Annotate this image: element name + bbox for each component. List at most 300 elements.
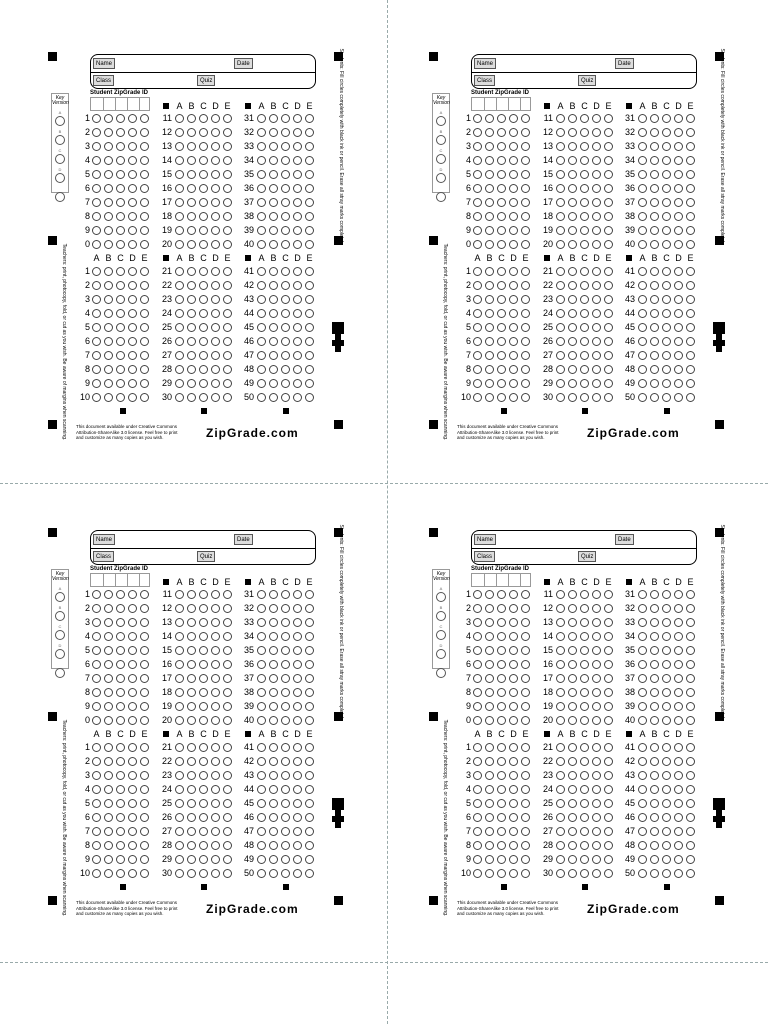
answer-bubble[interactable] [592, 660, 601, 669]
answer-bubble[interactable] [116, 743, 125, 752]
answer-bubble[interactable] [128, 827, 137, 836]
answer-bubble[interactable] [199, 660, 208, 669]
answer-bubble[interactable] [686, 841, 695, 850]
answer-bubble[interactable] [104, 646, 113, 655]
answer-bubble[interactable] [293, 660, 302, 669]
answer-bubble[interactable] [568, 212, 577, 221]
answer-bubble[interactable] [128, 632, 137, 641]
answer-bubble[interactable] [568, 351, 577, 360]
answer-bubble[interactable] [592, 114, 601, 123]
answer-bubble[interactable] [211, 618, 220, 627]
answer-bubble[interactable] [269, 337, 278, 346]
answer-bubble[interactable] [140, 743, 149, 752]
answer-bubble[interactable] [305, 604, 314, 613]
answer-bubble[interactable] [187, 323, 196, 332]
answer-bubble[interactable] [509, 240, 518, 249]
answer-bubble[interactable] [556, 869, 565, 878]
answer-bubble[interactable] [650, 841, 659, 850]
answer-bubble[interactable] [281, 198, 290, 207]
answer-bubble[interactable] [92, 771, 101, 780]
answer-bubble[interactable] [568, 170, 577, 179]
answer-bubble[interactable] [305, 841, 314, 850]
answer-bubble[interactable] [92, 128, 101, 137]
answer-bubble[interactable] [686, 855, 695, 864]
answer-bubble[interactable] [662, 855, 671, 864]
answer-bubble[interactable] [604, 743, 613, 752]
answer-bubble[interactable] [128, 170, 137, 179]
answer-bubble[interactable] [269, 309, 278, 318]
answer-bubble[interactable] [674, 393, 683, 402]
answer-bubble[interactable] [175, 114, 184, 123]
answer-bubble[interactable] [592, 618, 601, 627]
answer-bubble[interactable] [223, 771, 232, 780]
answer-bubble[interactable] [592, 323, 601, 332]
answer-bubble[interactable] [211, 226, 220, 235]
answer-bubble[interactable] [568, 393, 577, 402]
answer-bubble[interactable] [223, 337, 232, 346]
answer-bubble[interactable] [686, 632, 695, 641]
answer-bubble[interactable] [497, 716, 506, 725]
answer-bubble[interactable] [211, 212, 220, 221]
answer-bubble[interactable] [211, 393, 220, 402]
answer-bubble[interactable] [580, 142, 589, 151]
answer-bubble[interactable] [485, 281, 494, 290]
answer-bubble[interactable] [305, 226, 314, 235]
answer-bubble[interactable] [686, 212, 695, 221]
answer-bubble[interactable] [521, 226, 530, 235]
answer-bubble[interactable] [199, 142, 208, 151]
answer-bubble[interactable] [650, 156, 659, 165]
answer-bubble[interactable] [662, 281, 671, 290]
answer-bubble[interactable] [128, 618, 137, 627]
answer-bubble[interactable] [305, 365, 314, 374]
answer-bubble[interactable] [257, 156, 266, 165]
answer-bubble[interactable] [662, 351, 671, 360]
answer-bubble[interactable] [580, 379, 589, 388]
answer-bubble[interactable] [257, 114, 266, 123]
answer-bubble[interactable] [269, 114, 278, 123]
answer-bubble[interactable] [199, 295, 208, 304]
answer-bubble[interactable] [128, 365, 137, 374]
answer-bubble[interactable] [686, 281, 695, 290]
answer-bubble[interactable] [674, 604, 683, 613]
answer-bubble[interactable] [521, 855, 530, 864]
answer-bubble[interactable] [257, 323, 266, 332]
answer-bubble[interactable] [604, 393, 613, 402]
answer-bubble[interactable] [580, 841, 589, 850]
answer-bubble[interactable] [199, 337, 208, 346]
answer-bubble[interactable] [556, 855, 565, 864]
answer-bubble[interactable] [509, 632, 518, 641]
answer-bubble[interactable] [509, 841, 518, 850]
answer-bubble[interactable] [686, 184, 695, 193]
answer-bubble[interactable] [662, 267, 671, 276]
answer-bubble[interactable] [140, 771, 149, 780]
answer-bubble[interactable] [257, 351, 266, 360]
answer-bubble[interactable] [104, 323, 113, 332]
answer-bubble[interactable] [223, 184, 232, 193]
answer-bubble[interactable] [638, 114, 647, 123]
answer-bubble[interactable] [686, 716, 695, 725]
answer-bubble[interactable] [140, 226, 149, 235]
answer-bubble[interactable] [592, 674, 601, 683]
answer-bubble[interactable] [674, 841, 683, 850]
answer-bubble[interactable] [116, 785, 125, 794]
answer-bubble[interactable] [485, 743, 494, 752]
answer-bubble[interactable] [485, 799, 494, 808]
answer-bubble[interactable] [281, 323, 290, 332]
answer-bubble[interactable] [521, 114, 530, 123]
answer-bubble[interactable] [592, 841, 601, 850]
answer-bubble[interactable] [580, 323, 589, 332]
answer-bubble[interactable] [305, 128, 314, 137]
answer-bubble[interactable] [497, 114, 506, 123]
answer-bubble[interactable] [650, 351, 659, 360]
answer-bubble[interactable] [128, 841, 137, 850]
answer-bubble[interactable] [257, 142, 266, 151]
answer-bubble[interactable] [187, 128, 196, 137]
answer-bubble[interactable] [223, 365, 232, 374]
answer-bubble[interactable] [568, 267, 577, 276]
answer-bubble[interactable] [638, 281, 647, 290]
answer-bubble[interactable] [187, 184, 196, 193]
answer-bubble[interactable] [650, 785, 659, 794]
answer-bubble[interactable] [686, 240, 695, 249]
answer-bubble[interactable] [556, 674, 565, 683]
answer-bubble[interactable] [686, 267, 695, 276]
answer-bubble[interactable] [686, 743, 695, 752]
answer-bubble[interactable] [116, 813, 125, 822]
answer-bubble[interactable] [140, 267, 149, 276]
answer-bubble[interactable] [662, 590, 671, 599]
answer-bubble[interactable] [187, 716, 196, 725]
answer-bubble[interactable] [140, 295, 149, 304]
answer-bubble[interactable] [92, 281, 101, 290]
answer-bubble[interactable] [116, 323, 125, 332]
answer-bubble[interactable] [592, 142, 601, 151]
answer-bubble[interactable] [140, 240, 149, 249]
answer-bubble[interactable] [473, 142, 482, 151]
answer-bubble[interactable] [269, 716, 278, 725]
answer-bubble[interactable] [674, 799, 683, 808]
answer-bubble[interactable] [473, 379, 482, 388]
answer-bubble[interactable] [104, 604, 113, 613]
answer-bubble[interactable] [92, 379, 101, 388]
answer-bubble[interactable] [305, 267, 314, 276]
answer-bubble[interactable] [485, 323, 494, 332]
answer-bubble[interactable] [104, 240, 113, 249]
answer-bubble[interactable] [128, 114, 137, 123]
answer-bubble[interactable] [686, 128, 695, 137]
answer-bubble[interactable] [223, 618, 232, 627]
answer-bubble[interactable] [293, 632, 302, 641]
answer-bubble[interactable] [674, 869, 683, 878]
answer-bubble[interactable] [497, 743, 506, 752]
answer-bubble[interactable] [592, 590, 601, 599]
answer-bubble[interactable] [281, 855, 290, 864]
answer-bubble[interactable] [638, 743, 647, 752]
answer-bubble[interactable] [140, 365, 149, 374]
answer-bubble[interactable] [187, 618, 196, 627]
answer-bubble[interactable] [187, 212, 196, 221]
answer-bubble[interactable] [473, 337, 482, 346]
answer-bubble[interactable] [223, 869, 232, 878]
answer-bubble[interactable] [473, 114, 482, 123]
answer-bubble[interactable] [104, 590, 113, 599]
answer-bubble[interactable] [556, 688, 565, 697]
answer-bubble[interactable] [305, 674, 314, 683]
answer-bubble[interactable] [199, 267, 208, 276]
answer-bubble[interactable] [223, 660, 232, 669]
answer-bubble[interactable] [580, 590, 589, 599]
answer-bubble[interactable] [650, 674, 659, 683]
answer-bubble[interactable] [175, 841, 184, 850]
answer-bubble[interactable] [128, 646, 137, 655]
answer-bubble[interactable] [211, 170, 220, 179]
answer-bubble[interactable] [686, 827, 695, 836]
answer-bubble[interactable] [187, 226, 196, 235]
answer-bubble[interactable] [199, 771, 208, 780]
answer-bubble[interactable] [175, 281, 184, 290]
answer-bubble[interactable] [509, 799, 518, 808]
answer-bubble[interactable] [269, 142, 278, 151]
answer-bubble[interactable] [187, 785, 196, 794]
answer-bubble[interactable] [556, 142, 565, 151]
answer-bubble[interactable] [104, 869, 113, 878]
answer-bubble[interactable] [223, 855, 232, 864]
answer-bubble[interactable] [257, 365, 266, 374]
answer-bubble[interactable] [128, 184, 137, 193]
answer-bubble[interactable] [175, 646, 184, 655]
answer-bubble[interactable] [104, 688, 113, 697]
answer-bubble[interactable] [568, 114, 577, 123]
answer-bubble[interactable] [175, 379, 184, 388]
answer-bubble[interactable] [580, 785, 589, 794]
answer-bubble[interactable] [269, 226, 278, 235]
answer-bubble[interactable] [211, 771, 220, 780]
answer-bubble[interactable] [116, 142, 125, 151]
answer-bubble[interactable] [674, 323, 683, 332]
answer-bubble[interactable] [604, 267, 613, 276]
answer-bubble[interactable] [293, 688, 302, 697]
answer-bubble[interactable] [305, 393, 314, 402]
answer-bubble[interactable] [187, 799, 196, 808]
answer-bubble[interactable] [305, 785, 314, 794]
answer-bubble[interactable] [269, 365, 278, 374]
answer-bubble[interactable] [485, 337, 494, 346]
answer-bubble[interactable] [281, 702, 290, 711]
answer-bubble[interactable] [211, 660, 220, 669]
answer-bubble[interactable] [521, 323, 530, 332]
answer-bubble[interactable] [140, 170, 149, 179]
answer-bubble[interactable] [128, 393, 137, 402]
answer-bubble[interactable] [305, 869, 314, 878]
answer-bubble[interactable] [269, 743, 278, 752]
answer-bubble[interactable] [281, 632, 290, 641]
answer-bubble[interactable] [592, 813, 601, 822]
answer-bubble[interactable] [104, 170, 113, 179]
answer-bubble[interactable] [187, 170, 196, 179]
answer-bubble[interactable] [580, 226, 589, 235]
answer-bubble[interactable] [556, 827, 565, 836]
answer-bubble[interactable] [604, 702, 613, 711]
answer-bubble[interactable] [556, 281, 565, 290]
answer-bubble[interactable] [592, 198, 601, 207]
answer-bubble[interactable] [257, 716, 266, 725]
answer-bubble[interactable] [305, 198, 314, 207]
answer-bubble[interactable] [509, 688, 518, 697]
answer-bubble[interactable] [116, 295, 125, 304]
answer-bubble[interactable] [116, 869, 125, 878]
answer-bubble[interactable] [674, 771, 683, 780]
answer-bubble[interactable] [293, 128, 302, 137]
answer-bubble[interactable] [175, 309, 184, 318]
answer-bubble[interactable] [223, 688, 232, 697]
answer-bubble[interactable] [604, 323, 613, 332]
answer-bubble[interactable] [604, 799, 613, 808]
answer-bubble[interactable] [175, 156, 184, 165]
answer-bubble[interactable] [257, 295, 266, 304]
answer-bubble[interactable] [674, 240, 683, 249]
answer-bubble[interactable] [604, 128, 613, 137]
answer-bubble[interactable] [497, 309, 506, 318]
answer-bubble[interactable] [104, 855, 113, 864]
answer-bubble[interactable] [568, 198, 577, 207]
answer-bubble[interactable] [293, 757, 302, 766]
answer-bubble[interactable] [568, 128, 577, 137]
answer-bubble[interactable] [116, 660, 125, 669]
answer-bubble[interactable] [604, 841, 613, 850]
answer-bubble[interactable] [497, 337, 506, 346]
answer-bubble[interactable] [509, 869, 518, 878]
answer-bubble[interactable] [128, 660, 137, 669]
answer-bubble[interactable] [305, 170, 314, 179]
answer-bubble[interactable] [556, 170, 565, 179]
answer-bubble[interactable] [674, 702, 683, 711]
answer-bubble[interactable] [686, 590, 695, 599]
answer-bubble[interactable] [473, 170, 482, 179]
answer-bubble[interactable] [521, 240, 530, 249]
answer-bubble[interactable] [223, 716, 232, 725]
answer-bubble[interactable] [638, 393, 647, 402]
answer-bubble[interactable] [568, 855, 577, 864]
answer-bubble[interactable] [521, 827, 530, 836]
answer-bubble[interactable] [650, 323, 659, 332]
answer-bubble[interactable] [223, 799, 232, 808]
answer-bubble[interactable] [104, 379, 113, 388]
answer-bubble[interactable] [568, 618, 577, 627]
answer-bubble[interactable] [269, 590, 278, 599]
answer-bubble[interactable] [211, 590, 220, 599]
answer-bubble[interactable] [521, 799, 530, 808]
answer-bubble[interactable] [92, 240, 101, 249]
answer-bubble[interactable] [580, 198, 589, 207]
answer-bubble[interactable] [199, 841, 208, 850]
answer-bubble[interactable] [293, 212, 302, 221]
answer-bubble[interactable] [116, 827, 125, 836]
answer-bubble[interactable] [509, 590, 518, 599]
answer-bubble[interactable] [140, 813, 149, 822]
answer-bubble[interactable] [281, 813, 290, 822]
answer-bubble[interactable] [662, 114, 671, 123]
answer-bubble[interactable] [281, 646, 290, 655]
answer-bubble[interactable] [650, 716, 659, 725]
answer-bubble[interactable] [293, 156, 302, 165]
answer-bubble[interactable] [674, 267, 683, 276]
answer-bubble[interactable] [269, 351, 278, 360]
answer-bubble[interactable] [211, 351, 220, 360]
answer-bubble[interactable] [650, 799, 659, 808]
answer-bubble[interactable] [293, 295, 302, 304]
answer-bubble[interactable] [269, 281, 278, 290]
answer-bubble[interactable] [650, 702, 659, 711]
answer-bubble[interactable] [223, 198, 232, 207]
answer-bubble[interactable] [223, 281, 232, 290]
answer-bubble[interactable] [281, 351, 290, 360]
answer-bubble[interactable] [662, 771, 671, 780]
answer-bubble[interactable] [638, 351, 647, 360]
answer-bubble[interactable] [509, 128, 518, 137]
answer-bubble[interactable] [140, 757, 149, 766]
answer-bubble[interactable] [293, 855, 302, 864]
answer-bubble[interactable] [116, 156, 125, 165]
answer-bubble[interactable] [604, 337, 613, 346]
answer-bubble[interactable] [269, 198, 278, 207]
answer-bubble[interactable] [509, 142, 518, 151]
answer-bubble[interactable] [116, 226, 125, 235]
answer-bubble[interactable] [293, 267, 302, 276]
answer-bubble[interactable] [92, 813, 101, 822]
answer-bubble[interactable] [128, 267, 137, 276]
answer-bubble[interactable] [473, 869, 482, 878]
answer-bubble[interactable] [211, 855, 220, 864]
answer-bubble[interactable] [199, 827, 208, 836]
answer-bubble[interactable] [187, 869, 196, 878]
answer-bubble[interactable] [580, 799, 589, 808]
answer-bubble[interactable] [650, 590, 659, 599]
answer-bubble[interactable] [140, 841, 149, 850]
answer-bubble[interactable] [187, 590, 196, 599]
answer-bubble[interactable] [281, 674, 290, 683]
answer-bubble[interactable] [257, 757, 266, 766]
answer-bubble[interactable] [140, 393, 149, 402]
answer-bubble[interactable] [211, 142, 220, 151]
answer-bubble[interactable] [568, 660, 577, 669]
answer-bubble[interactable] [568, 379, 577, 388]
answer-bubble[interactable] [281, 604, 290, 613]
answer-bubble[interactable] [104, 114, 113, 123]
answer-bubble[interactable] [187, 674, 196, 683]
answer-bubble[interactable] [556, 128, 565, 137]
answer-bubble[interactable] [497, 757, 506, 766]
answer-bubble[interactable] [140, 785, 149, 794]
answer-bubble[interactable] [662, 660, 671, 669]
answer-bubble[interactable] [128, 295, 137, 304]
answer-bubble[interactable] [521, 156, 530, 165]
answer-bubble[interactable] [556, 799, 565, 808]
answer-bubble[interactable] [674, 379, 683, 388]
answer-bubble[interactable] [497, 281, 506, 290]
answer-bubble[interactable] [686, 771, 695, 780]
answer-bubble[interactable] [199, 198, 208, 207]
answer-bubble[interactable] [92, 337, 101, 346]
answer-bubble[interactable] [104, 757, 113, 766]
answer-bubble[interactable] [674, 716, 683, 725]
answer-bubble[interactable] [473, 281, 482, 290]
answer-bubble[interactable] [556, 604, 565, 613]
answer-bubble[interactable] [686, 337, 695, 346]
answer-bubble[interactable] [674, 813, 683, 822]
